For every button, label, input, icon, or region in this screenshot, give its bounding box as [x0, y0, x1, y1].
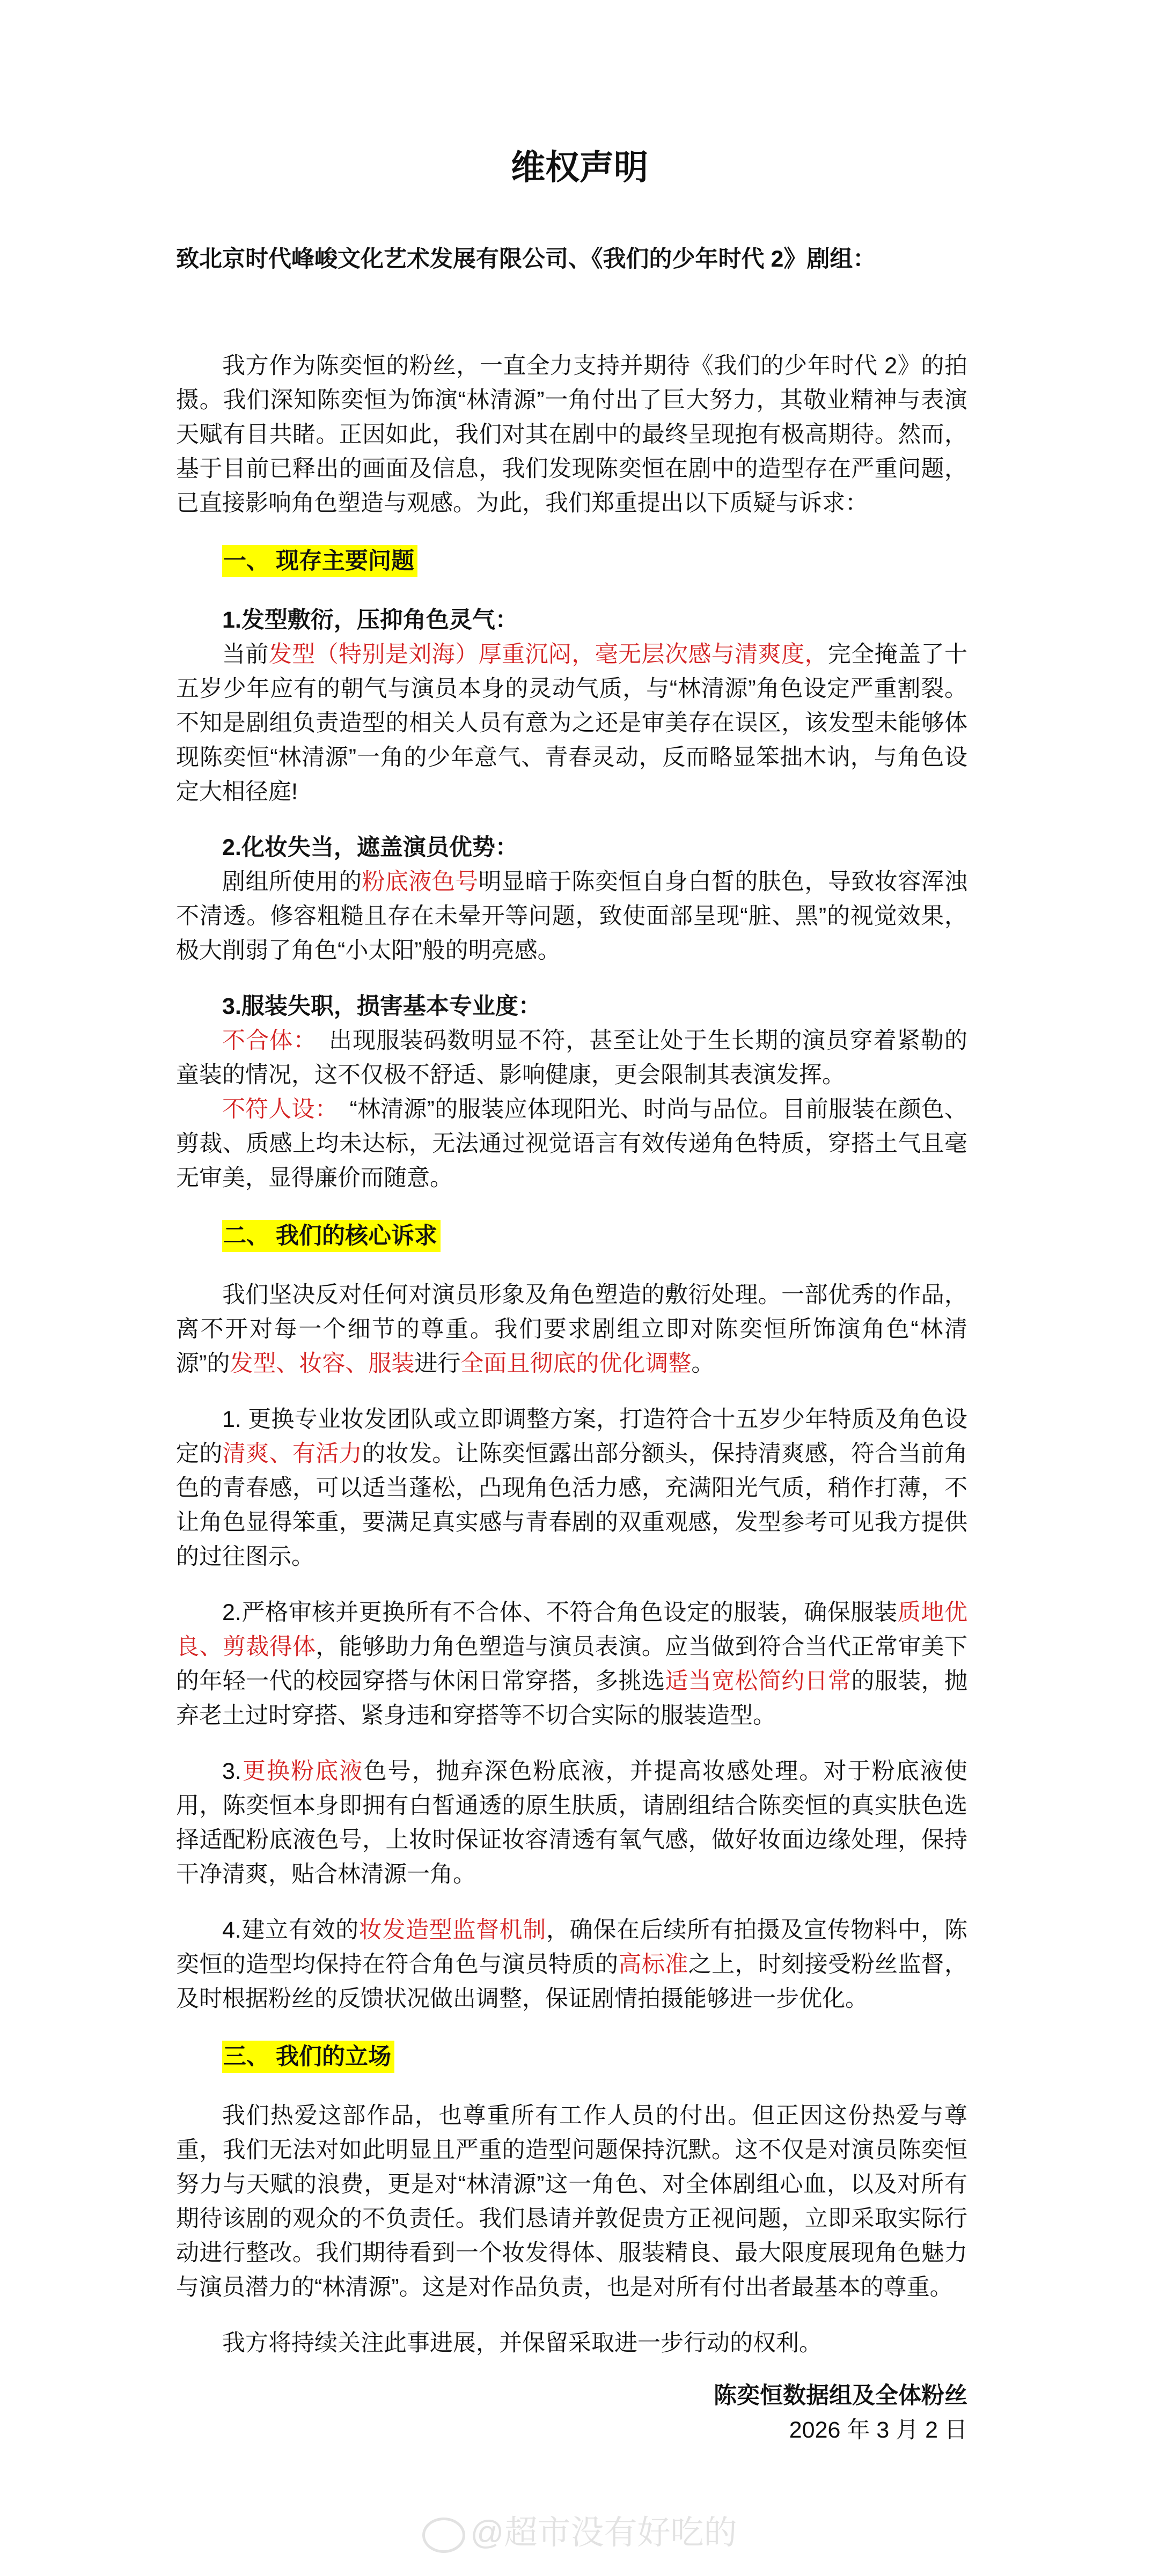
issue1-title: 1.发型敷衍，压抑角色灵气： — [222, 607, 518, 633]
emphasis-text: 不符人设： — [222, 1096, 327, 1122]
emphasis-text: 质地优良、剪裁得体 — [176, 1600, 967, 1660]
issue3-off-character — [176, 1092, 967, 1195]
emphasis-text: 适当宽松简约日常 — [665, 1668, 852, 1694]
text-segment: 我们坚决反对任何对演员形象及角色塑造的敷衍处理。一部优秀的作品，离不开对每一个细节的尊重。我们要求剧组立即对陈奕恒所饰演角色“林清源”的 — [176, 1282, 967, 1377]
text-segment: 之上，时刻接受粉丝监督，及时根据粉丝的反馈状况做出调整，保证剧情拍摄能够进一步优化。 — [176, 1952, 968, 2012]
emphasis-text: 发型、妆容、服装 — [230, 1351, 415, 1377]
emphasis-text: 发型（特别是刘海）厚重沉闷，毫无层次感与清爽度， — [268, 642, 828, 667]
text-segment: 剧组所使用的 — [222, 869, 362, 895]
text-segment: 2.严格审核并更换所有不合体、不符合角色设定的服装，确保服装 — [222, 1600, 898, 1625]
emphasis-text: 更换粉底液 — [241, 1758, 364, 1784]
text-segment: “林清源”的服装应体现阳光、时尚与品位。目前服装在颜色、剪裁、质感上均未达标，无法通过视觉语言有效传递角色特质，穿搭土气且毫无审美，显得廉价而随意。 — [176, 1096, 968, 1191]
text-segment: 1. 更换专业妆发团队或立即调整方案，打造符合十五岁少年特质及角色设定的 — [176, 1407, 967, 1467]
weibo-logo-icon — [422, 2518, 465, 2553]
text-segment: ，确保在后续所有拍摄及宣传物料中，陈奕恒的造型均保持在符合角色与演员特质的 — [176, 1917, 968, 1977]
demand-4 — [176, 1913, 967, 2016]
issue1-body — [176, 637, 967, 809]
text-segment: 我们热爱这部作品，也尊重所有工作人员的付出。但正因这份热爱与尊重，我们无法对如此明显且严重的造型问题保持沉默。这不仅是对演员陈奕恒努力与天赋的浪费，更是对“林清源”这一角色、对全体剧组心血，以及对所有期待该剧的观众的不负责任。我们恳请并敦促贵方正视问题，立即采取实际行动进行整改。我们期待看到一个妆发得体、服装精良、最大限度展现角色魅力与演员潜力的“林清源”。这是对作品负责，也是对所有付出者最基本的尊重。 — [176, 2103, 967, 2300]
section1-heading: 一、 现存主要问题 — [222, 545, 417, 577]
text-segment: 出现服装码数明显不符，甚至让处于生长期的演员穿着紧勒的童装的情况，这不仅极不舒适、影响健康，更会限制其表演发挥。 — [176, 1028, 968, 1088]
section2-heading: 二、 我们的核心诉求 — [222, 1220, 441, 1252]
emphasis-text: 全面且彻底的优化调整 — [460, 1351, 692, 1377]
emphasis-text: 粉底液色号 — [362, 869, 479, 895]
section1-heading-row — [176, 544, 967, 578]
date: 2026 年 3 月 2 日 — [789, 2417, 967, 2443]
text-segment: 色号，抛弃深色粉底液，并提高妆感处理。对于粉底液使用，陈奕恒本身即拥有白皙通透的原生肤质，请剧组结合陈奕恒的真实肤色选择适配粉底液色号，上妆时保证妆容清透有氧气感，做好妆面边缘处理，保持干净清爽，贴合林清源一角。 — [176, 1758, 967, 1887]
document-title: 维权声明 — [511, 148, 648, 187]
demand-3 — [176, 1754, 967, 1891]
closing-paragraph: 我方将持续关注此事进展，并保留采取进一步行动的权利。 — [222, 2330, 822, 2356]
salutation: 致北京时代峰峻文化艺术发展有限公司、《我们的少年时代 2》剧组： — [176, 246, 876, 272]
demands-intro — [176, 1278, 967, 1381]
stance-paragraph — [176, 2099, 967, 2305]
emphasis-text: 不合体： — [222, 1028, 305, 1054]
signature: 陈奕恒数据组及全体粉丝 — [714, 2383, 967, 2409]
watermark — [0, 2512, 1159, 2555]
watermark-text: @超市没有好吃的 — [470, 2514, 737, 2551]
demand-1 — [176, 1402, 967, 1574]
text-segment: 的服装，抛弃老土过时穿搭、紧身违和穿搭等不切合实际的服装造型。 — [176, 1668, 968, 1728]
text-segment: 完全掩盖了十五岁少年应有的朝气与演员本身的灵动气质，与“林清源”角色设定严重割裂。不知是剧组负责造型的相关人员有意为之还是审美存在误区，该发型未能够体现陈奕恒“林清源”一角的少年意气、青春灵动，反而略显笨拙木讷，与角色设定大相径庭! — [176, 642, 968, 805]
text-segment: 我方作为陈奕恒的粉丝，一直全力支持并期待《我们的少年时代 2》的拍摄。我们深知陈奕恒为饰演“林清源”一角付出了巨大努力，其敬业精神与表演天赋有目共睹。正因如此，我们对其在剧中的最终呈现抱有极高期待。然而，基于目前已释出的画面及信息，我们发现陈奕恒在剧中的造型存在严重问题，已直接影响角色塑造与观感。为此，我们郑重提出以下质疑与诉求： — [176, 353, 967, 516]
text-segment: ，能够助力角色塑造与演员表演。应当做到符合当代正常审美下的年轻一代的校园穿搭与休闲日常穿搭，多挑选 — [176, 1634, 968, 1694]
emphasis-text: 妆发造型监督机制 — [358, 1917, 546, 1943]
text-segment: 4.建立有效的 — [222, 1917, 359, 1943]
emphasis-text: 清爽、有活力 — [222, 1441, 363, 1467]
text-segment: 。 — [691, 1351, 715, 1377]
issue2-body — [176, 865, 967, 968]
section3-heading: 三、 我们的立场 — [222, 2041, 394, 2073]
issue3-title: 3.服装失职，损害基本专业度： — [222, 993, 541, 1019]
text-segment: 当前 — [222, 642, 269, 667]
demand-2 — [176, 1595, 967, 1733]
section2-heading-row — [176, 1219, 967, 1253]
emphasis-text: 高标准 — [618, 1952, 688, 1977]
text-segment: 的妆发。让陈奕恒露出部分额头，保持清爽感，符合当前角色的青春感，可以适当蓬松，凸现角色活力感，充满阳光气质，稍作打薄，不让角色显得笨重，要满足真实感与青春剧的双重观感，发型参考可见我方提供的过往图示。 — [176, 1441, 968, 1570]
text-segment: 3. — [222, 1758, 241, 1784]
section3-heading-row — [176, 2040, 967, 2074]
issue3-ill-fitting — [176, 1024, 967, 1092]
text-segment: 明显暗于陈奕恒自身白皙的肤色，导致妆容浑浊不清透。修容粗糙且存在未晕开等问题，致使面部呈现“脏、黑”的视觉效果，极大削弱了角色“小太阳”般的明亮感。 — [176, 869, 968, 963]
issue2-title: 2.化妆失当，遮盖演员优势： — [222, 835, 518, 860]
intro-paragraph — [176, 349, 967, 520]
text-segment: 进行 — [414, 1351, 461, 1377]
